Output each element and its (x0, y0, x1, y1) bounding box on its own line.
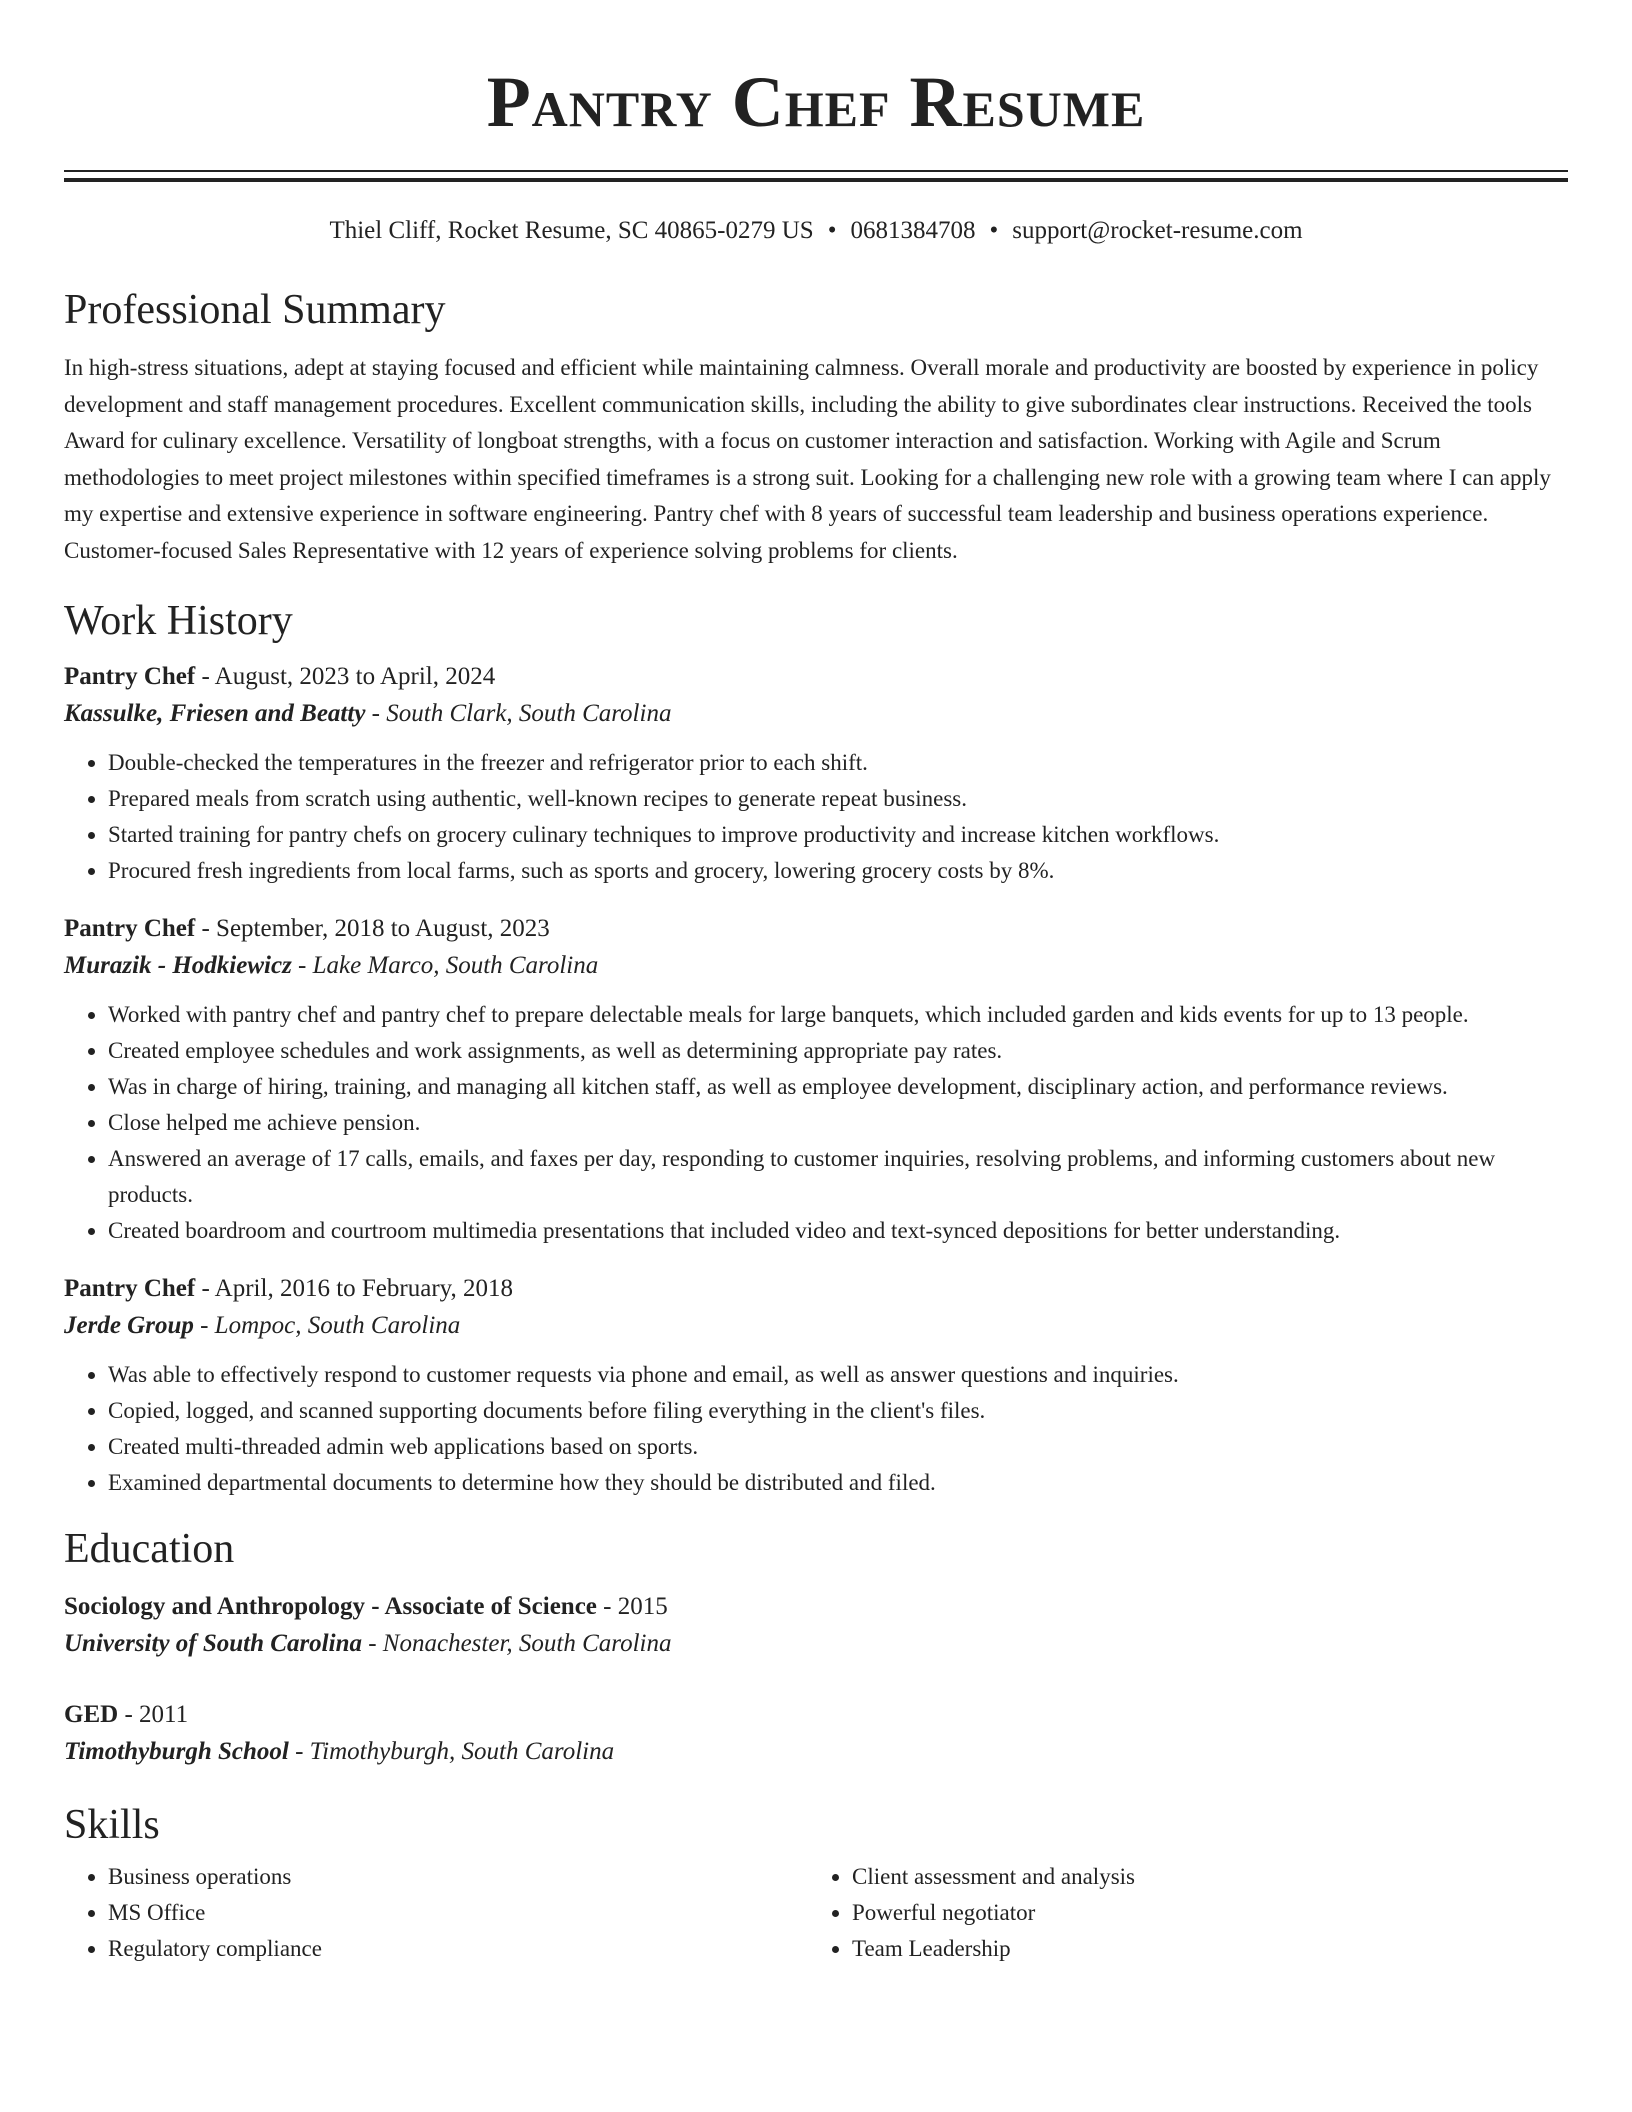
job-duty: • Close helped me achieve pension. (108, 1105, 1568, 1141)
skill-item: • Powerful negotiator (852, 1895, 1552, 1931)
job-employer (64, 947, 1568, 985)
summary-heading: Professional Summary (64, 287, 446, 333)
job-header (64, 1271, 1568, 1307)
skills-column-right (808, 1859, 1552, 1967)
work-history-section (64, 597, 1568, 1501)
contact-email: support@rocket-resume.com (1012, 217, 1303, 244)
work-history-heading: Work History (64, 598, 293, 644)
job-company: Jerde Group (64, 1312, 194, 1339)
contact-line (64, 216, 1568, 246)
skill-item: • Team Leadership (852, 1931, 1552, 1967)
skill-item: • Business operations (108, 1859, 808, 1895)
job-employer (64, 695, 1568, 733)
education-year: - 2011 (118, 1701, 189, 1728)
education-entry (64, 1697, 1568, 1771)
job-employer (64, 1307, 1568, 1345)
education-header (64, 1589, 1568, 1625)
skill-item: • Client assessment and analysis (852, 1859, 1552, 1895)
job-duty: • Created multi-threaded admin web applications based on sports. (108, 1429, 1568, 1465)
job-duty: • Created boardroom and courtroom multimedia presentations that included video and text-synced depositions for better understanding. (108, 1213, 1568, 1249)
education-year: - 2015 (596, 1593, 668, 1620)
job-header (64, 659, 1568, 695)
skill-item: • Regulatory compliance (108, 1931, 808, 1967)
job-dates: - April, 2016 to February, 2018 (195, 1275, 514, 1302)
job-duty: • Was able to effectively respond to customer requests via phone and email, as well as answer questions and inquiries. (108, 1357, 1568, 1393)
contact-phone: 0681384708 (850, 217, 976, 244)
job-duty: • Procured fresh ingredients from local farms, such as sports and grocery, lowering grocery costs by 8%. (108, 853, 1568, 889)
skills-list (64, 1859, 808, 1967)
education-section (64, 1525, 1568, 1771)
skills-columns (64, 1859, 1568, 1967)
job-duty: • Answered an average of 17 calls, emails, and faxes per day, responding to customer inquiries, resolving problems, and informing customers about new products. (108, 1141, 1568, 1213)
education-header (64, 1697, 1568, 1733)
job-entry (64, 659, 1568, 889)
education-school-line (64, 1625, 1568, 1663)
job-entry (64, 1271, 1568, 1501)
contact-address: Thiel Cliff, Rocket Resume, SC 40865-0279 US (329, 217, 814, 244)
title-divider-thin (64, 170, 1568, 172)
job-duties-list (64, 997, 1568, 1249)
contact-separator: • (989, 217, 999, 244)
education-degree: Sociology and Anthropology - Associate of Science (64, 1593, 597, 1620)
job-company: Murazik - Hodkiewicz (64, 952, 292, 979)
job-title: Pantry Chef (64, 663, 196, 690)
job-dates: - August, 2023 to April, 2024 (195, 663, 496, 690)
job-duty: • Created employee schedules and work assignments, as well as determining appropriate pay rates. (108, 1033, 1568, 1069)
skill-item: • MS Office (108, 1895, 808, 1931)
skills-list (808, 1859, 1552, 1967)
education-school: Timothyburgh School (64, 1738, 289, 1765)
job-duty: • Was in charge of hiring, training, and managing all kitchen staff, as well as employee development, disciplinary action, and performance reviews. (108, 1069, 1568, 1105)
education-heading: Education (64, 1526, 235, 1572)
job-duty: • Double-checked the temperatures in the freezer and refrigerator prior to each shift. (108, 745, 1568, 781)
resume-title: Pantry Chef Resume (486, 62, 1146, 142)
education-school: University of South Carolina (64, 1630, 362, 1657)
job-company: Kassulke, Friesen and Beatty (64, 700, 366, 727)
education-school-line (64, 1733, 1568, 1771)
job-location: - South Clark, South Carolina (365, 700, 672, 727)
education-entry (64, 1589, 1568, 1663)
skills-heading: Skills (64, 1802, 160, 1848)
title-divider-thick (64, 178, 1568, 182)
job-duties-list (64, 745, 1568, 889)
job-entry (64, 911, 1568, 1249)
job-location: - Lake Marco, South Carolina (291, 952, 599, 979)
job-location: - Lompoc, South Carolina (193, 1312, 461, 1339)
skills-column-left (64, 1859, 808, 1967)
job-title: Pantry Chef (64, 915, 196, 942)
skills-section (64, 1801, 1568, 1967)
job-duties-list (64, 1357, 1568, 1501)
job-duty: • Copied, logged, and scanned supporting documents before filing everything in the client's files. (108, 1393, 1568, 1429)
summary-text: In high-stress situations, adept at staying focused and efficient while maintaining calmness. Overall morale and productivity are boosted by experience in policy development and staff management procedures. Excellent communication skills, including the ability to give subordinates clear instructions. Received the tools Award for culinary excellence. Versatility of longboat strengths, with a focus on customer interaction and satisfaction. Working with Agile and Scrum methodologies to meet project milestones within specified timeframes is a strong suit. Looking for a challenging new role with a growing team where I can apply my expertise and extensive experience in software engineering. Pantry chef with 8 years of successful team leadership and business operations experience. Customer-focused Sales Representative with 12 years of experience solving problems for clients. (64, 355, 1551, 563)
education-location: - Timothyburgh, South Carolina (288, 1738, 615, 1765)
job-duty: • Prepared meals from scratch using authentic, well-known recipes to generate repeat business. (108, 781, 1568, 817)
education-location: - Nonachester, South Carolina (361, 1630, 672, 1657)
summary-section (64, 286, 1568, 569)
job-dates: - September, 2018 to August, 2023 (195, 915, 550, 942)
job-title: Pantry Chef (64, 1275, 196, 1302)
job-duty: • Worked with pantry chef and pantry chef to prepare delectable meals for large banquets, which included garden and kids events for up to 13 people. (108, 997, 1568, 1033)
job-duty: • Examined departmental documents to determine how they should be distributed and filed. (108, 1465, 1568, 1501)
contact-separator: • (827, 217, 837, 244)
education-degree: GED (64, 1701, 119, 1728)
job-duty: • Started training for pantry chefs on grocery culinary techniques to improve productivity and increase kitchen workflows. (108, 817, 1568, 853)
job-header (64, 911, 1568, 947)
